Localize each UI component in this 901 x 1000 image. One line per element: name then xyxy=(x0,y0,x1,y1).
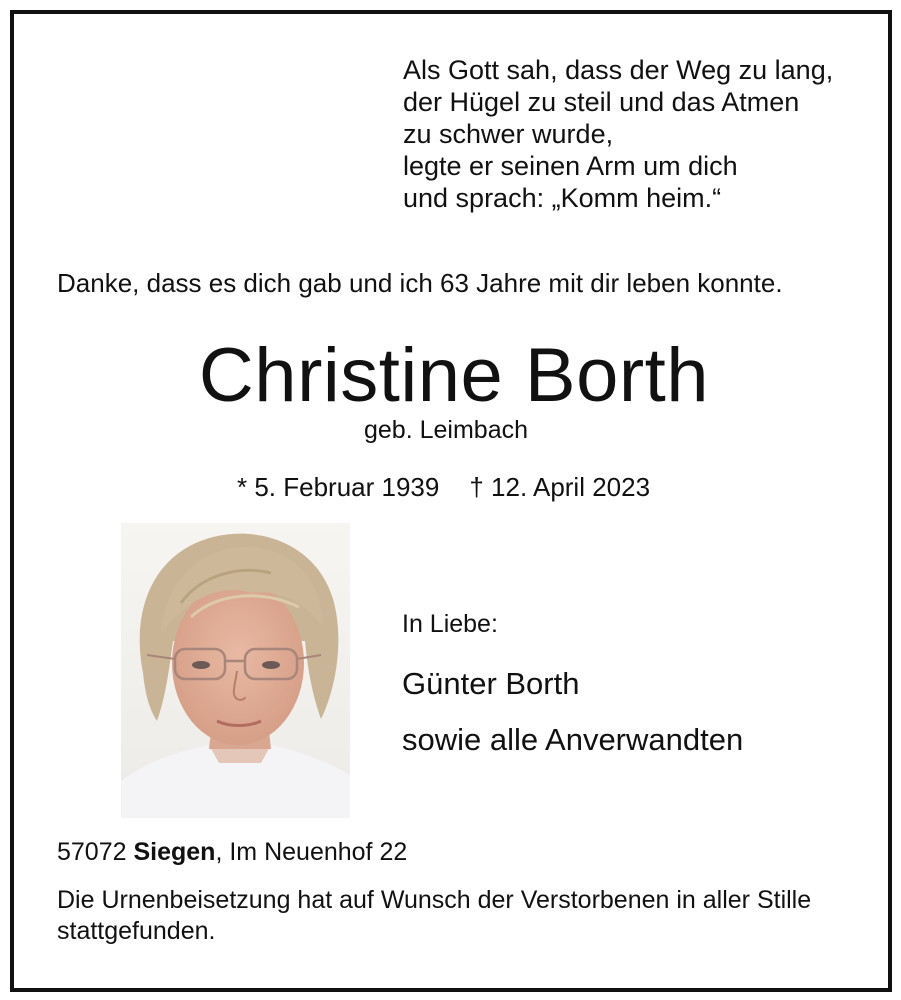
portrait-photo xyxy=(121,523,350,818)
birth-name: geb. Leimbach xyxy=(364,416,529,444)
address xyxy=(57,838,407,867)
obituary-frame xyxy=(10,10,892,992)
mourners-intro: In Liebe: xyxy=(402,610,498,638)
deceased-name: Christine Borth xyxy=(198,333,710,418)
thanks-line: Danke, dass es dich gab und ich 63 Jahre mit dir leben konnte. xyxy=(57,268,783,298)
poem-line: Als Gott sah, dass der Weg zu lang, xyxy=(403,55,834,85)
mourner-name: Günter Borth xyxy=(402,666,580,701)
mourner-name: sowie alle Anverwandten xyxy=(402,722,744,757)
poem-line: und sprach: „Komm heim.“ xyxy=(403,183,722,213)
address-city: Siegen xyxy=(133,838,216,866)
poem-line: der Hügel zu steil und das Atmen xyxy=(403,87,800,117)
address-street: , Im Neuenhof 22 xyxy=(215,838,408,866)
poem xyxy=(403,54,833,214)
death-date: † 12. April 2023 xyxy=(469,472,651,502)
birth-date: * 5. Februar 1939 xyxy=(237,472,440,502)
burial-note: Die Urnenbeisetzung hat auf Wunsch der Verstorbenen in aller Stille stattgefunden. xyxy=(57,886,812,945)
life-dates xyxy=(237,472,650,503)
poem-line: zu schwer wurde, xyxy=(403,119,614,149)
portrait-illustration xyxy=(121,523,350,818)
address-postcode: 57072 xyxy=(57,838,127,866)
poem-line: legte er seinen Arm um dich xyxy=(403,151,738,181)
